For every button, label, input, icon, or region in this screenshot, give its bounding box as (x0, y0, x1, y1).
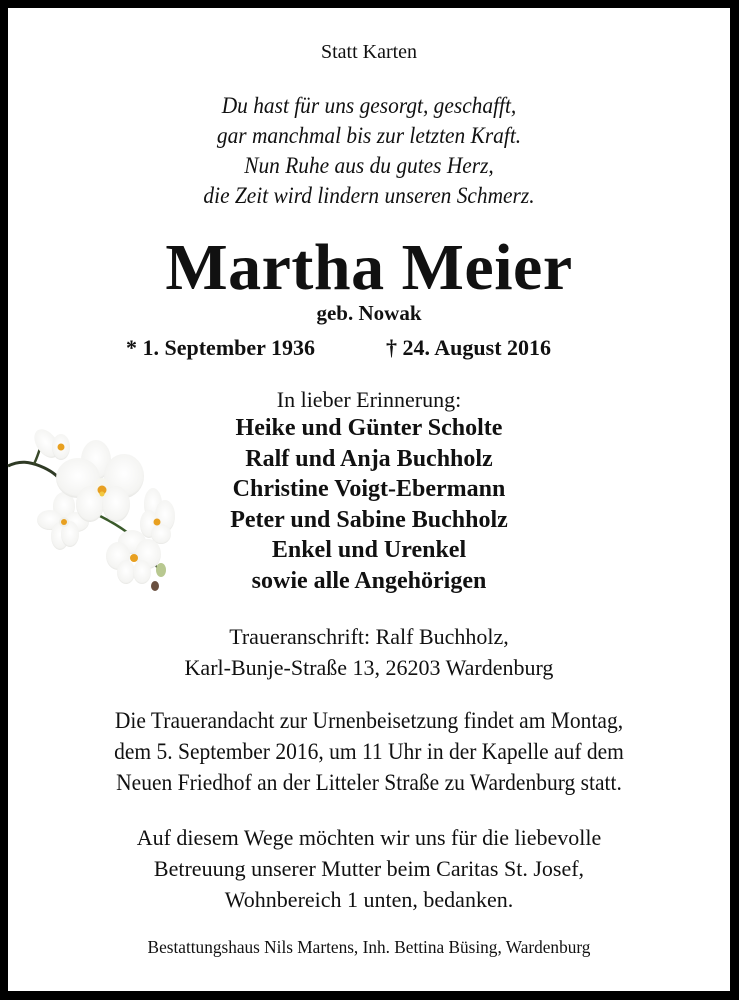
deceased-name: Martha Meier (165, 231, 573, 304)
poem-line: Nun Ruhe aus du gutes Herz, (244, 153, 494, 178)
mourner: Peter und Sabine Buchholz (230, 506, 508, 533)
thanks-line: Wohnbereich 1 unten, bedanken. (224, 887, 514, 912)
thanks-line: Betreuung unserer Mutter beim Caritas St. Josef, (153, 856, 585, 881)
orchid-bud (156, 563, 166, 577)
mourner: Ralf und Anja Buchholz (245, 445, 493, 472)
mourner: Heike und Günter Scholte (235, 415, 503, 441)
thanks-note (8, 822, 730, 915)
poem-line: die Zeit wird lindern unseren Schmerz. (203, 183, 535, 208)
service-line: dem 5. September 2016, um 11 Uhr in der Kapelle auf dem (114, 739, 624, 764)
mourning-address (8, 621, 730, 683)
poem-line: Du hast für uns gesorgt, geschafft, (221, 93, 517, 118)
birth-name: geb. Nowak (316, 301, 422, 325)
orchid-bud (151, 581, 159, 591)
statt-karten-label: Statt Karten (320, 41, 418, 63)
service-info (8, 705, 730, 798)
service-line: Neuen Friedhof an der Litteler Straße zu Wardenburg statt. (116, 770, 622, 795)
service-line: Die Trauerandacht zur Urnenbeisetzung findet am Montag, (114, 708, 624, 733)
poem (8, 91, 730, 211)
orchid-icon (0, 400, 180, 600)
mourner: Enkel und Urenkel (271, 537, 467, 563)
death-date: † 24. August 2016 (386, 335, 552, 360)
memory-intro: In lieber Erinnerung: (276, 387, 462, 412)
mourner: sowie alle Angehörigen (251, 567, 487, 594)
undertaker: Bestattungshaus Nils Martens, Inh. Bettina Büsing, Wardenburg (147, 937, 591, 957)
birth-date: * 1. September 1936 (126, 335, 316, 360)
mourner: Christine Voigt-Ebermann (232, 476, 506, 502)
address-line: Karl-Bunje-Straße 13, 26203 Wardenburg (184, 655, 554, 680)
poem-line: gar manchmal bis zur letzten Kraft. (216, 123, 522, 148)
orchid-flower (29, 425, 70, 463)
address-line: Traueranschrift: Ralf Buchholz, (229, 624, 509, 649)
thanks-line: Auf diesem Wege möchten wir uns für die liebevolle (136, 825, 602, 850)
